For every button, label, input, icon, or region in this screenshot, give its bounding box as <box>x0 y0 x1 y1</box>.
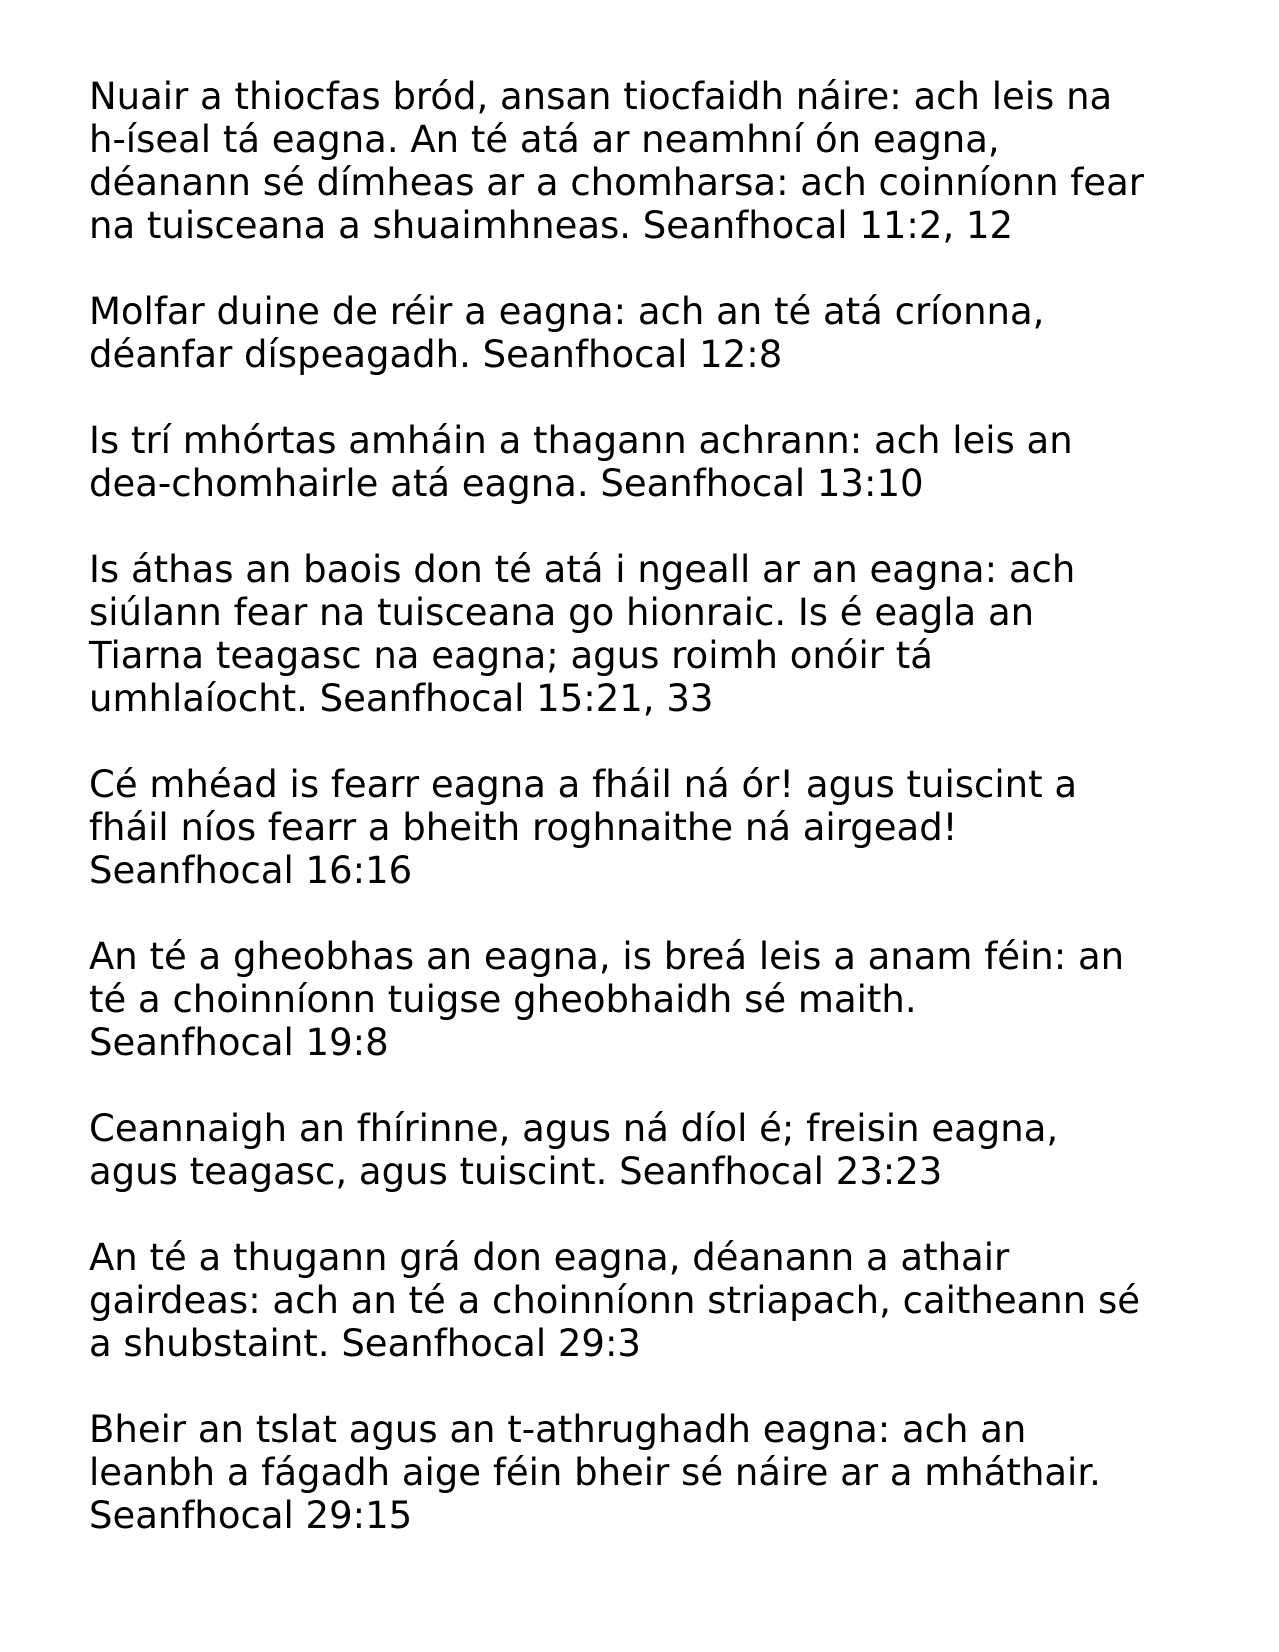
document-page <box>89 75 1209 1580</box>
verse-paragraph: Is trí mhórtas amháin a thagann achrann: ach leis an dea-chomhairle atá eagna. Seanfhocal 13:10 <box>89 419 1073 505</box>
verse-paragraph: Nuair a thiocfas bród, ansan tiocfaidh náire: ach leis na h-íseal tá eagna. An té atá ar neamhní ón eagna, déanann sé dímheas ar a chomharsa: ach coinníonn fear na tuisceana a shuaimhneas. Seanfhocal 11:2, 12 <box>89 75 1144 247</box>
verse-paragraph: An té a thugann grá don eagna, déanann a athair gairdeas: ach an té a choinníonn striapach, caitheann sé a shubstaint. Seanfhocal 29:3 <box>89 1236 1141 1365</box>
verse-paragraph: Is áthas an baois don té atá i ngeall ar an eagna: ach siúlann fear na tuisceana go hionraic. Is é eagla an Tiarna teagasc na eagna; agus roimh onóir tá umhlaíocht. Seanfhocal 15:21, 33 <box>89 548 1076 720</box>
verse-paragraph: Molfar duine de réir a eagna: ach an té atá críonna, déanfar díspeagadh. Seanfhocal 12:8 <box>89 290 1045 376</box>
verse-paragraph: Ceannaigh an fhírinne, agus ná díol é; freisin eagna, agus teagasc, agus tuiscint. Seanfhocal 23:23 <box>89 1107 1059 1193</box>
verse-paragraph: An té a gheobhas an eagna, is breá leis a anam féin: an té a choinníonn tuigse gheobhaidh sé maith. Seanfhocal 19:8 <box>89 935 1125 1064</box>
verse-paragraph: Bheir an tslat agus an t-athrughadh eagna: ach an leanbh a fágadh aige féin bheir sé náire ar a mháthair. Seanfhocal 29:15 <box>89 1408 1101 1537</box>
verse-paragraph: Cé mhéad is fearr eagna a fháil ná ór! agus tuiscint a fháil níos fearr a bheith roghnaithe ná airgead! Seanfhocal 16:16 <box>89 763 1078 892</box>
